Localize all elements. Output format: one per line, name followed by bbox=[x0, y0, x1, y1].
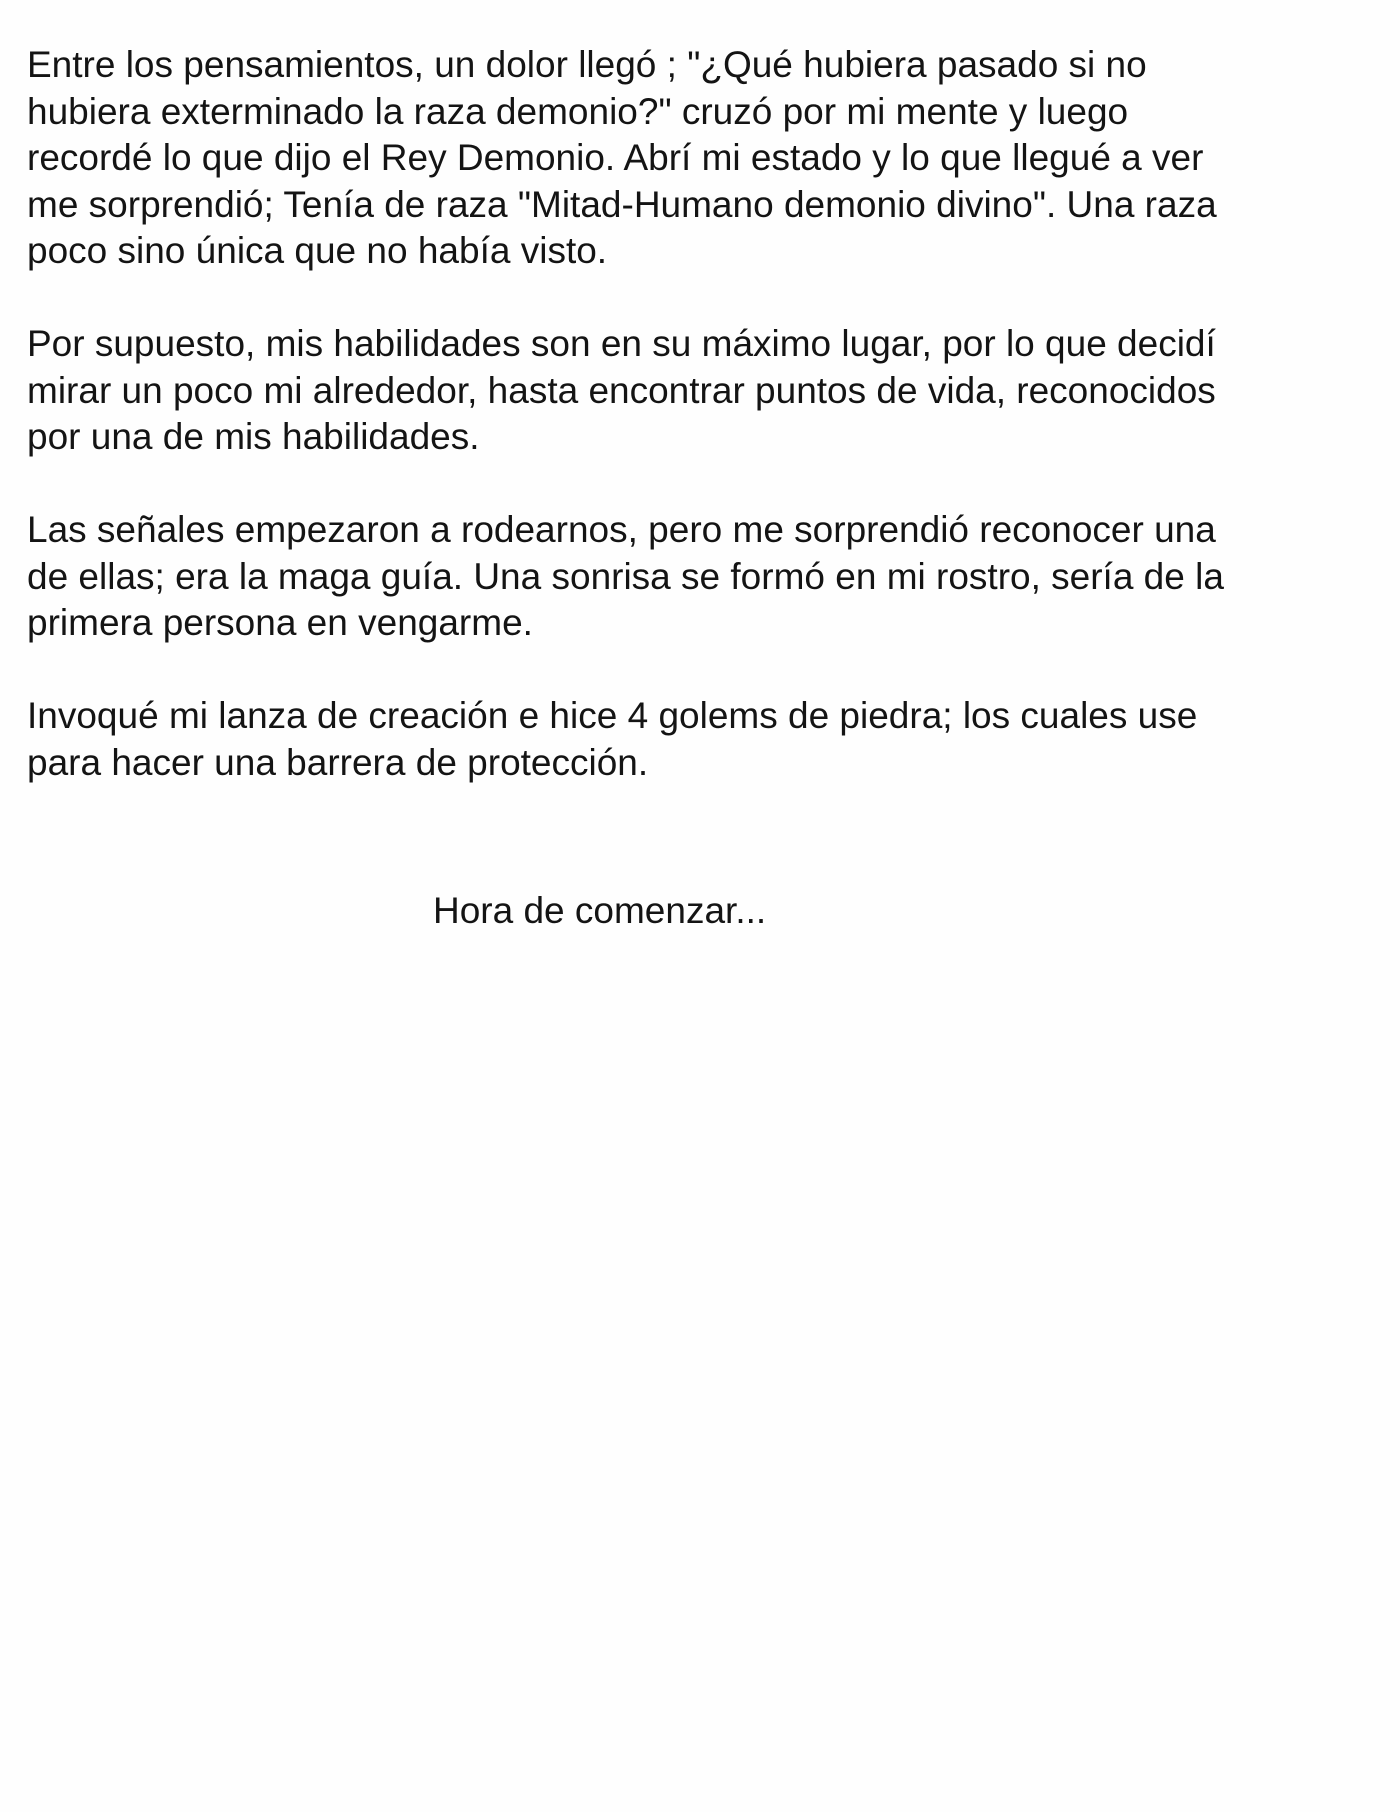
text-line: mirar un poco mi alrededor, hasta encontrar puntos de vida, reconocidos bbox=[27, 369, 1216, 411]
text-line: primera persona en vengarme. bbox=[27, 602, 533, 643]
text-line: hubiera exterminado la raza demonio?" cruzó por mi mente y luego bbox=[27, 90, 1129, 132]
text-line: Las señales empezaron a rodearnos, pero me sorprendió reconocer una bbox=[27, 509, 1216, 550]
paragraph-1 bbox=[27, 42, 1337, 275]
text-line: recordé lo que dijo el Rey Demonio. Abrí mi estado y lo que llegué a ver bbox=[27, 137, 1204, 178]
text-line: Por supuesto, mis habilidades son en su máximo lugar, por lo que decidí bbox=[27, 323, 1216, 364]
paragraph-2 bbox=[27, 321, 1337, 461]
closing-line: Hora de comenzar... bbox=[433, 890, 767, 931]
text-line: me sorprendió; Tenía de raza "Mitad-Humano demonio divino". Una raza bbox=[27, 183, 1217, 225]
text-line: para hacer una barrera de protección. bbox=[27, 741, 649, 783]
text-line: Entre los pensamientos, un dolor llegó ; "¿Qué hubiera pasado si no bbox=[27, 44, 1147, 85]
text-line: por una de mis habilidades. bbox=[27, 416, 480, 457]
paragraph-4 bbox=[27, 693, 1337, 786]
text-line: poco sino única que no había visto. bbox=[27, 230, 608, 271]
document-body bbox=[27, 42, 1337, 833]
text-line: de ellas; era la maga guía. Una sonrisa se formó en mi rostro, sería de la bbox=[27, 555, 1224, 597]
paragraph-3 bbox=[27, 507, 1337, 647]
text-line: Invoqué mi lanza de creación e hice 4 golems de piedra; los cuales use bbox=[27, 695, 1198, 736]
